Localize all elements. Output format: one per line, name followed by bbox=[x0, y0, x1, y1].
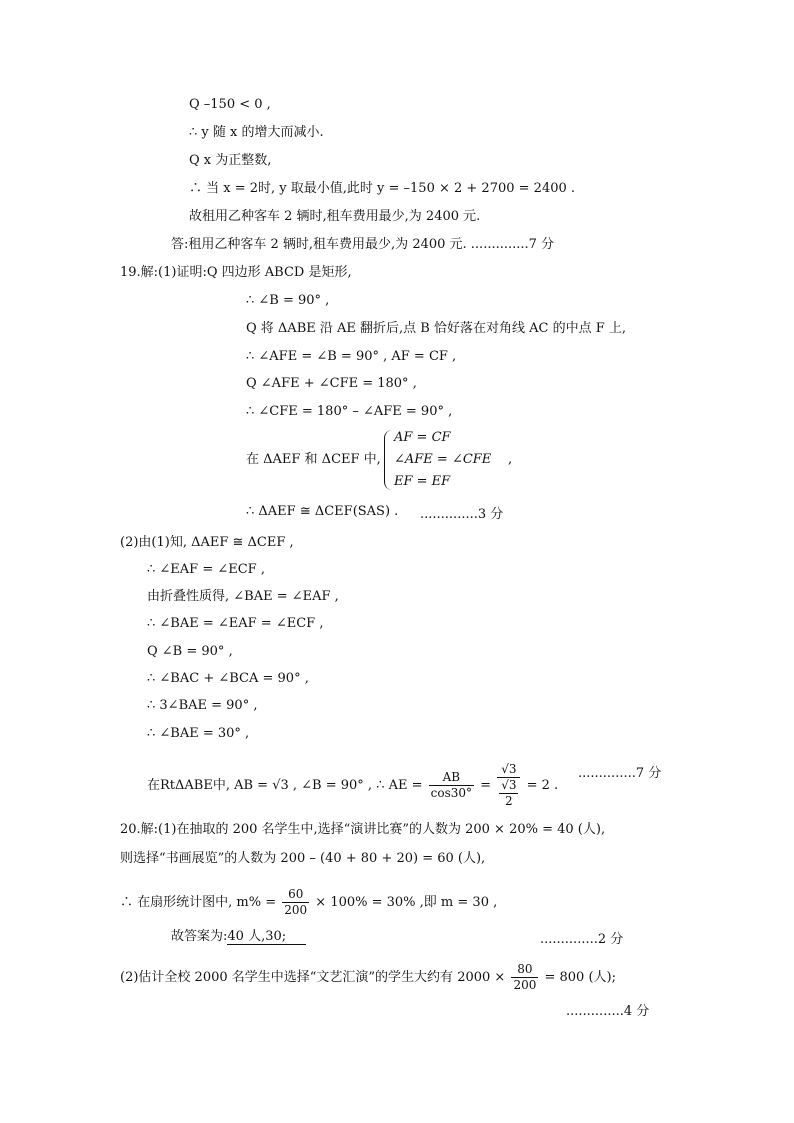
ae-result: = 2 . bbox=[526, 778, 559, 793]
system-brace bbox=[384, 430, 393, 490]
line-answer-20-1 bbox=[171, 928, 306, 946]
line-fold: Q 将 ΔABE 沿 AE 翻折后,点 B 恰好落在对角线 AC 的中点 F 上, bbox=[246, 321, 626, 336]
line-eaf-ecf: ∴ ∠EAF = ∠ECF , bbox=[147, 562, 265, 577]
question-19-heading: 19.解:(1)证明:Q 四边形 ABCD 是矩形, bbox=[120, 265, 352, 280]
fraction-numerator: 80 bbox=[511, 962, 538, 978]
line-b-90: Q ∠B = 90° , bbox=[147, 644, 233, 659]
fraction-denominator: cos30° bbox=[430, 786, 473, 800]
line-x-equals-2: ∴ 当 x = 2时, y 取最小值,此时 y = –150 × 2 + 2700 = 2400 . bbox=[189, 181, 576, 196]
fraction-numerator: 60 bbox=[282, 887, 309, 903]
estimate-prefix: (2)估计全校 2000 名学生中选择“文艺汇演”的学生大约有 2000 × bbox=[120, 970, 506, 985]
line-bae-30: ∴ ∠BAE = 30° , bbox=[147, 726, 250, 741]
line-fold-property: 由折叠性质得, ∠BAE = ∠EAF , bbox=[147, 589, 339, 604]
line-calligraphy-count: 则选择“书画展览”的人数为 200 – (40 + 80 + 20) = 60 (人), bbox=[120, 851, 486, 866]
m-suffix: × 100% = 30% ,即 m = 30 , bbox=[315, 895, 498, 910]
fraction-denominator: 200 bbox=[513, 978, 537, 992]
question-20-heading: 20.解:(1)在抽取的 200 名学生中,选择“演讲比赛”的人数为 200 × 20% = 40 (人), bbox=[120, 822, 606, 837]
line-estimate-2000 bbox=[120, 962, 616, 993]
part-2-heading: (2)由(1)知, ΔAEF ≅ ΔCEF , bbox=[120, 535, 294, 550]
m-prefix: ∴ 在扇形统计图中, m% = bbox=[120, 895, 277, 910]
line-ae-computation bbox=[147, 762, 558, 809]
line-afe-equals-b: ∴ ∠AFE = ∠B = 90° , AF = CF , bbox=[246, 349, 457, 364]
line-m-percent bbox=[120, 887, 497, 918]
system-line-2: ∠AFE = ∠CFE bbox=[394, 452, 492, 467]
estimate-suffix: = 800 (人); bbox=[544, 970, 616, 985]
line-angle-b-90: ∴ ∠B = 90° , bbox=[246, 293, 330, 308]
equals-sign: = bbox=[480, 778, 492, 793]
line-since-negative: Q –150 < 0 , bbox=[189, 97, 271, 112]
fraction-numerator: AB bbox=[429, 770, 474, 786]
line-afe-plus-cfe: Q ∠AFE + ∠CFE = 180° , bbox=[246, 376, 417, 391]
fraction-ab-over-cos30 bbox=[429, 770, 474, 801]
fraction-numerator: √3 bbox=[497, 762, 520, 778]
system-line-1: AF = CF bbox=[394, 430, 451, 445]
score-3: ..............3 分 bbox=[420, 507, 504, 522]
line-bae-eaf-ecf: ∴ ∠BAE = ∠EAF = ∠ECF , bbox=[147, 616, 324, 631]
line-y-decreases: ∴ y 随 x 的增大而减小. bbox=[189, 125, 324, 140]
line-3bae: ∴ 3∠BAE = 90° , bbox=[147, 698, 258, 713]
line-conclusion: 故租用乙种客车 2 辆时,租车费用最少,为 2400 元. bbox=[189, 209, 481, 224]
score-4: ..............4 分 bbox=[566, 1004, 650, 1019]
score-7: ..............7 分 bbox=[578, 766, 662, 781]
line-cfe-90: ∴ ∠CFE = 180° – ∠AFE = 90° , bbox=[246, 404, 453, 419]
system-line-3: EF = EF bbox=[394, 474, 451, 489]
line-bac-bca: ∴ ∠BAC + ∠BCA = 90° , bbox=[147, 671, 309, 686]
score-2: ..............2 分 bbox=[540, 932, 624, 947]
line-answer-18: 答:租用乙种客车 2 辆时,租车费用最少,为 2400 元. ..............7 分 bbox=[171, 237, 555, 252]
line-congruent-sas: ∴ ΔAEF ≅ ΔCEF(SAS) . bbox=[246, 504, 399, 519]
answer-value: 40 人,30; bbox=[227, 929, 306, 945]
fraction-denominator bbox=[497, 778, 520, 809]
line-in-triangles: 在 ΔAEF 和 ΔCEF 中, bbox=[246, 452, 381, 467]
answer-label: 故答案为: bbox=[171, 929, 228, 944]
system-comma: , bbox=[508, 452, 513, 467]
fraction-sqrt3-over-half-sqrt3 bbox=[497, 762, 520, 809]
fraction-80-over-200 bbox=[511, 962, 538, 993]
nested-fraction bbox=[499, 778, 518, 809]
fraction-denominator: 200 bbox=[284, 903, 308, 917]
nested-denominator: 2 bbox=[505, 794, 513, 808]
fraction-60-over-200 bbox=[282, 887, 309, 918]
ae-prefix: 在RtΔABE中, AB = √3 , ∠B = 90° , ∴ AE = bbox=[147, 778, 423, 793]
line-x-positive-integer: Q x 为正整数, bbox=[189, 153, 272, 168]
nested-numerator: √3 bbox=[501, 778, 517, 792]
